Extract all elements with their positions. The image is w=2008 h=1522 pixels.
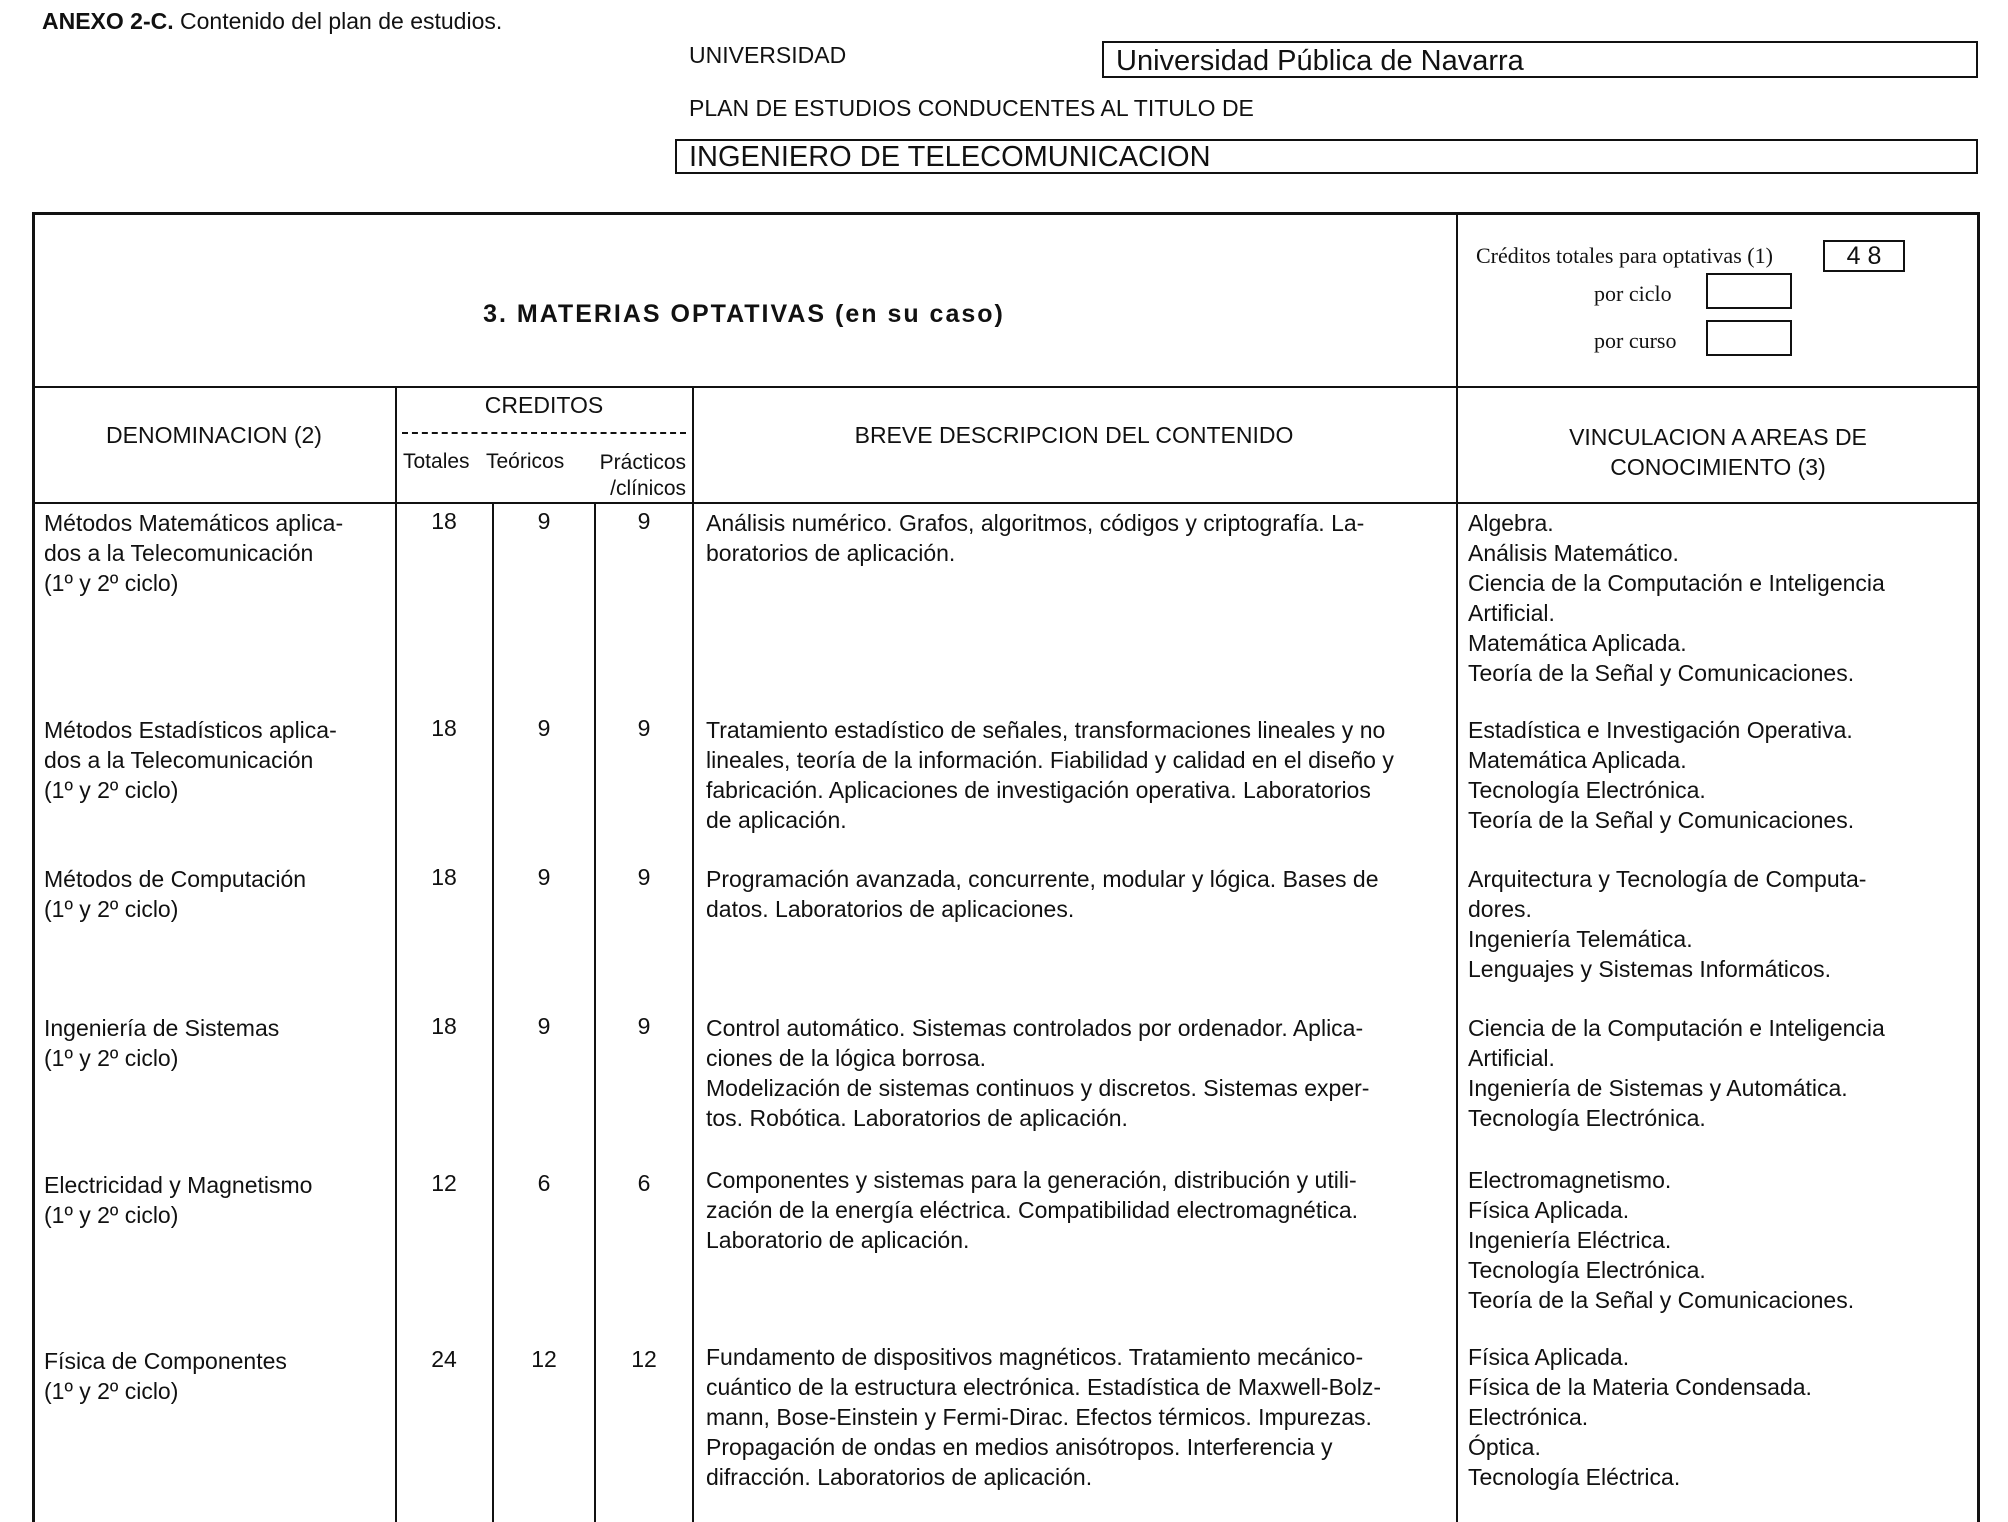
row-totales: 18 <box>431 1013 457 1039</box>
table-border-top <box>32 212 1980 215</box>
col-divider-creditos <box>692 386 694 1522</box>
row-totales: 12 <box>431 1170 457 1196</box>
row-denominacion: Ingeniería de Sistemas (1º y 2º ciclo) <box>44 1015 280 1071</box>
row-descripcion: Fundamento de dispositivos magnéticos. Tratamiento mecánico- cuántico de la estructura electrónica. Estadística de Maxwell-Bolz- mann, Bose-Einstein y Fermi-Dirac. Efectos térmicos. Impurezas. Propagación de ondas en medios anisótropos. Interferencia y difracción. Laboratorios de aplicación. <box>706 1344 1381 1490</box>
annex-description: Contenido del plan de estudios. <box>180 8 503 34</box>
header-bottom-divider <box>32 502 1980 504</box>
row-descripcion: Componentes y sistemas para la generación, distribución y utili- zación de la energía eléctrica. Compatibilidad electromagnética. Laboratorio de aplicación. <box>706 1167 1359 1253</box>
header-creditos: CREDITOS <box>484 392 604 418</box>
row-denominacion: Electricidad y Magnetismo (1º y 2º ciclo) <box>44 1172 313 1228</box>
per-course-label: por curso <box>1594 328 1677 353</box>
university-value: Universidad Pública de Navarra <box>1102 41 1978 78</box>
optional-credits-label: Créditos totales para optativas (1) <box>1476 243 1773 268</box>
per-course-box <box>1706 320 1792 356</box>
row-practicos: 9 <box>637 864 651 890</box>
row-descripcion: Análisis numérico. Grafos, algoritmos, códigos y criptografía. La- boratorios de aplicación. <box>706 510 1365 566</box>
section-divider <box>1456 212 1458 1522</box>
annex-heading <box>42 8 502 35</box>
row-teoricos: 12 <box>531 1346 557 1372</box>
row-teoricos: 9 <box>537 864 551 890</box>
header-denominacion: DENOMINACION (2) <box>106 422 322 448</box>
row-teoricos: 9 <box>537 715 551 741</box>
header-row-divider <box>32 386 1980 388</box>
row-totales: 18 <box>431 715 457 741</box>
table-border-left <box>32 212 35 1522</box>
header-vinculacion: VINCULACION A AREAS DE CONOCIMIENTO (3) <box>1569 424 1867 480</box>
row-areas: Arquitectura y Tecnología de Computa- dores. Ingeniería Telemática. Lenguajes y Sistemas Informáticos. <box>1468 866 1867 982</box>
row-teoricos: 6 <box>537 1170 551 1196</box>
col-divider-totales <box>492 504 494 1522</box>
row-teoricos: 9 <box>537 508 551 534</box>
row-denominacion: Métodos de Computación (1º y 2º ciclo) <box>44 866 307 922</box>
row-areas: Estadística e Investigación Operativa. Matemática Aplicada. Tecnología Electrónica. Teoría de la Señal y Comunicaciones. <box>1468 717 1855 833</box>
row-denominacion: Métodos Estadísticos aplica- dos a la Telecomunicación (1º y 2º ciclo) <box>44 717 337 803</box>
row-teoricos: 9 <box>537 1013 551 1039</box>
header-teoricos: Teóricos <box>486 450 565 473</box>
row-descripcion: Control automático. Sistemas controlados por ordenador. Aplica- ciones de la lógica borrosa. Modelización de sistemas continuos y discretos. Sistemas exper- tos. Robótica. Laboratorios de aplicación. <box>706 1015 1370 1131</box>
annex-label: ANEXO 2-C. <box>42 8 174 34</box>
row-descripcion: Tratamiento estadístico de señales, transformaciones lineales y no lineales, teoría de la información. Fiabilidad y calidad en el diseño y fabricación. Aplicaciones de investigación operativa. Laboratorios de aplicación. <box>706 717 1394 833</box>
row-denominacion: Física de Componentes (1º y 2º ciclo) <box>44 1348 287 1404</box>
row-totales: 24 <box>431 1346 457 1372</box>
row-areas: Algebra. Análisis Matemático. Ciencia de la Computación e Inteligencia Artificial. Matemática Aplicada. Teoría de la Señal y Comunicaciones. <box>1468 510 1885 686</box>
optional-credits-value: 4 8 <box>1823 240 1905 272</box>
row-practicos: 9 <box>637 715 651 741</box>
row-areas: Electromagnetismo. Física Aplicada. Ingeniería Eléctrica. Tecnología Electrónica. Teoría de la Señal y Comunicaciones. <box>1468 1167 1855 1313</box>
row-areas: Física Aplicada. Física de la Materia Condensada. Electrónica. Óptica. Tecnología Eléctrica. <box>1468 1344 1812 1490</box>
col-divider-denominacion <box>395 386 397 1522</box>
row-practicos: 12 <box>631 1346 657 1372</box>
creditos-dashed-rule <box>402 432 686 434</box>
header-totales: Totales <box>403 450 470 473</box>
row-areas: Ciencia de la Computación e Inteligencia Artificial. Ingeniería de Sistemas y Automática. Tecnología Electrónica. <box>1468 1015 1885 1131</box>
row-practicos: 6 <box>637 1170 651 1196</box>
university-label: UNIVERSIDAD <box>689 42 847 68</box>
row-practicos: 9 <box>637 1013 651 1039</box>
section-title: 3. MATERIAS OPTATIVAS (en su caso) <box>483 300 1005 328</box>
header-practicos: Prácticos /clínicos <box>599 451 686 500</box>
row-totales: 18 <box>431 864 457 890</box>
per-cycle-label: por ciclo <box>1594 281 1672 306</box>
row-practicos: 9 <box>637 508 651 534</box>
plan-label: PLAN DE ESTUDIOS CONDUCENTES AL TITULO DE <box>689 95 1254 121</box>
row-totales: 18 <box>431 508 457 534</box>
row-descripcion: Programación avanzada, concurrente, modular y lógica. Bases de datos. Laboratorios de aplicaciones. <box>706 866 1379 922</box>
header-breve-descripcion: BREVE DESCRIPCION DEL CONTENIDO <box>854 422 1294 448</box>
degree-title-value: INGENIERO DE TELECOMUNICACION <box>675 139 1978 174</box>
row-denominacion: Métodos Matemáticos aplica- dos a la Telecomunicación (1º y 2º ciclo) <box>44 510 344 596</box>
per-cycle-box <box>1706 273 1792 309</box>
col-divider-teoricos <box>594 504 596 1522</box>
